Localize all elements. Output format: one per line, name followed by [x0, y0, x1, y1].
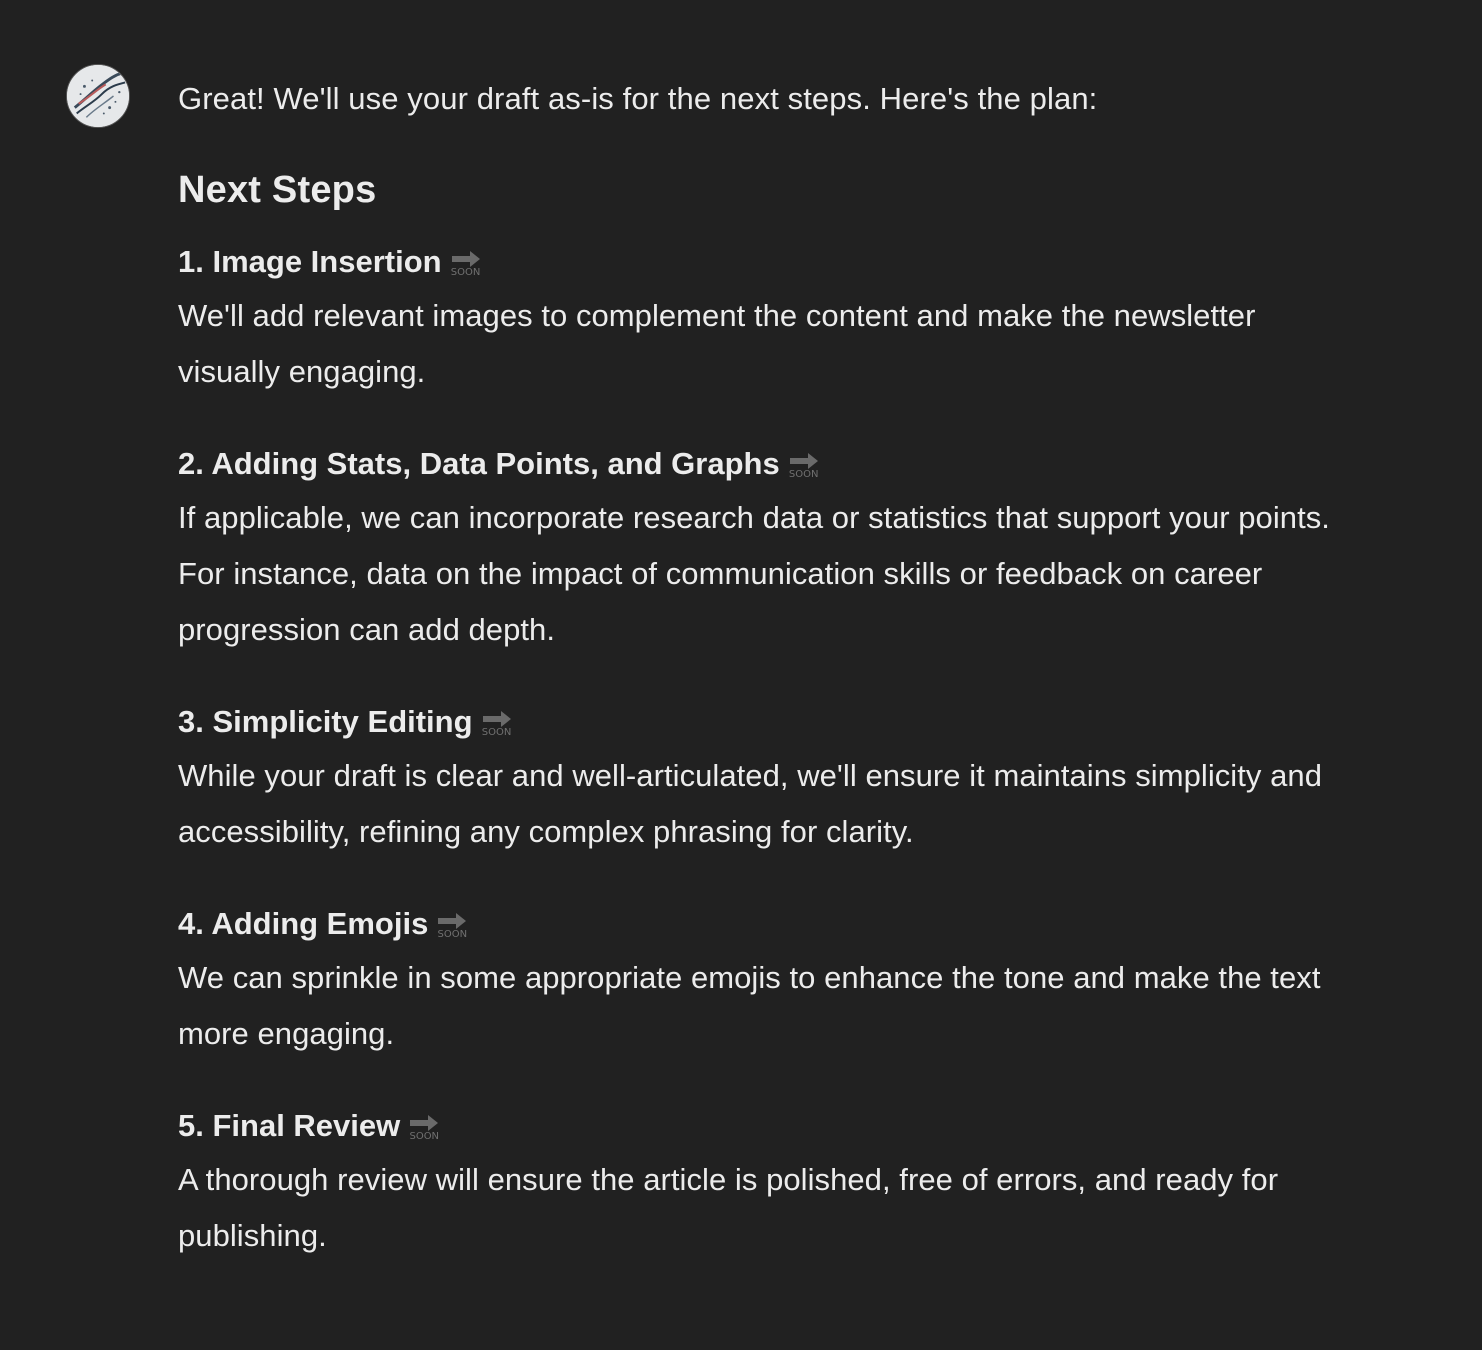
soon-badge	[409, 1115, 439, 1142]
soon-badge	[437, 913, 467, 940]
assistant-avatar	[66, 64, 130, 128]
step-item	[178, 444, 1358, 658]
soon-badge	[789, 453, 819, 480]
soon-badge	[451, 251, 481, 278]
abstract-avatar-icon	[67, 65, 129, 127]
soon-label: SOON	[450, 266, 481, 278]
step-title: 2. Adding Stats, Data Points, and Graphs	[178, 446, 780, 481]
soon-label: SOON	[788, 468, 819, 480]
step-item	[178, 242, 1358, 400]
step-description: If applicable, we can incorporate research data or statistics that support your points. For instance, data on the impact of communication skills or feedback on career progression can add depth.	[178, 500, 1330, 647]
step-description: We can sprinkle in some appropriate emojis to enhance the tone and make the text more engaging.	[178, 960, 1321, 1051]
soon-arrow-icon	[451, 251, 481, 267]
soon-arrow-icon	[789, 453, 819, 469]
next-steps-heading: Next Steps	[178, 169, 377, 211]
step-title: 1. Image Insertion	[178, 244, 442, 279]
step-title: 5. Final Review	[178, 1108, 401, 1143]
message-content	[178, 78, 1358, 1308]
step-description: While your draft is clear and well-articulated, we'll ensure it maintains simplicity and accessibility, refining any complex phrasing for clarity.	[178, 758, 1322, 849]
steps-list	[178, 242, 1358, 1264]
soon-label: SOON	[481, 726, 512, 738]
step-title: 4. Adding Emojis	[178, 906, 429, 941]
soon-label: SOON	[409, 1130, 440, 1142]
soon-arrow-icon	[482, 711, 512, 727]
soon-label: SOON	[437, 928, 468, 940]
step-description: A thorough review will ensure the article is polished, free of errors, and ready for publishing.	[178, 1162, 1279, 1253]
step-item	[178, 702, 1358, 860]
step-item	[178, 1106, 1358, 1264]
soon-arrow-icon	[409, 1115, 439, 1131]
soon-badge	[482, 711, 512, 738]
intro-text: Great! We'll use your draft as-is for the next steps. Here's the plan:	[178, 81, 1098, 116]
step-description: We'll add relevant images to complement the content and make the newsletter visually engaging.	[178, 298, 1256, 389]
step-item	[178, 904, 1358, 1062]
step-title: 3. Simplicity Editing	[178, 704, 473, 739]
soon-arrow-icon	[437, 913, 467, 929]
